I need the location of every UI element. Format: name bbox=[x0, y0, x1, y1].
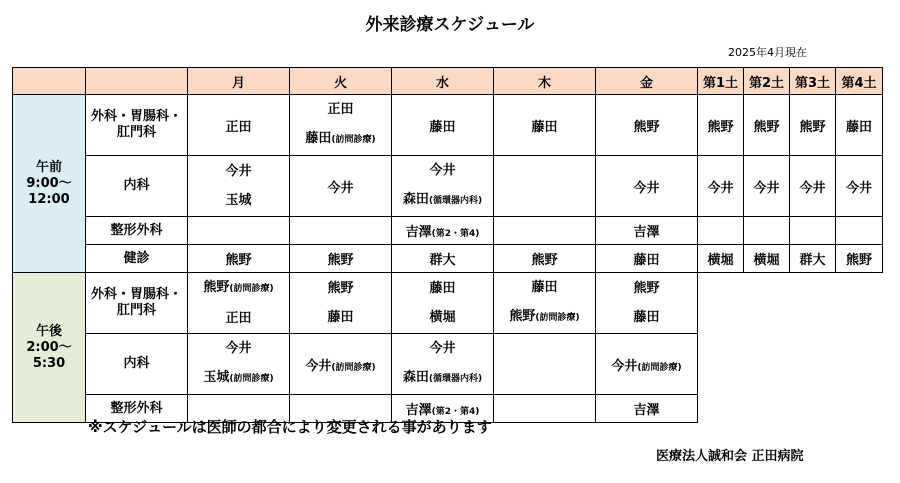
doctor bbox=[188, 273, 289, 304]
doctor-note: (第2・第4) bbox=[431, 229, 480, 239]
doctor: 横堀 bbox=[429, 310, 456, 325]
cell: 今井 bbox=[698, 156, 744, 217]
doctor: 今井 bbox=[225, 164, 252, 179]
am-ortho-row bbox=[13, 217, 883, 245]
cell: 熊野 bbox=[596, 95, 698, 156]
dept-surgery bbox=[86, 95, 188, 156]
doctor: 今井 bbox=[429, 163, 456, 178]
pm-label-3: 5:30 bbox=[32, 355, 66, 371]
cell bbox=[596, 273, 698, 334]
cell: 吉澤 bbox=[596, 395, 698, 423]
doctor-name: 玉城 bbox=[203, 370, 230, 385]
cell: 熊野 bbox=[744, 95, 790, 156]
pm-surgery-row bbox=[13, 273, 883, 334]
cell bbox=[188, 273, 290, 334]
doctor-note: (訪問診療) bbox=[331, 362, 376, 373]
doctor: 熊野 bbox=[633, 281, 660, 296]
am-label-3: 12:00 bbox=[28, 191, 70, 207]
dept-line: 外科・胃腸科・ bbox=[90, 109, 182, 124]
doctor: 正田 bbox=[327, 102, 354, 117]
doctor-name: 吉澤 bbox=[405, 225, 432, 240]
cell: 熊野 bbox=[494, 245, 596, 273]
doctor-note: (訪問診療) bbox=[637, 362, 682, 373]
cell: 今井 bbox=[744, 156, 790, 217]
cell bbox=[790, 217, 836, 245]
doctor: 藤田 bbox=[327, 310, 354, 325]
am-label-2: 9:00～ bbox=[26, 175, 72, 191]
header-sat1: 第1土 bbox=[698, 68, 744, 95]
cell: 横堀 bbox=[744, 245, 790, 273]
am-checkup-row bbox=[13, 245, 883, 273]
cell: 熊野 bbox=[290, 245, 392, 273]
cell bbox=[392, 217, 494, 245]
doctor-name: 熊野 bbox=[509, 309, 536, 324]
header-sat4: 第4土 bbox=[836, 68, 883, 95]
dept-line: 肛門科 bbox=[116, 125, 156, 140]
doctor: 玉城 bbox=[225, 193, 252, 208]
hospital-name: 医療法人誠和会 正田病院 bbox=[656, 449, 804, 464]
doctor: 熊野 bbox=[327, 281, 354, 296]
doctor-name: 森田 bbox=[402, 370, 429, 385]
cell bbox=[188, 156, 290, 217]
doctor-note: (訪問診療) bbox=[331, 135, 376, 145]
cell bbox=[494, 217, 596, 245]
cell: 熊野 bbox=[790, 95, 836, 156]
dept-internal: 内科 bbox=[86, 156, 188, 217]
cell bbox=[188, 217, 290, 245]
header-mon: 月 bbox=[188, 68, 290, 95]
cell: 今井 bbox=[836, 156, 883, 217]
pm-label bbox=[13, 273, 86, 423]
page-title: 外来診療スケジュール bbox=[365, 15, 535, 35]
am-internal-row bbox=[13, 156, 883, 217]
doctor-note: (循環器内科) bbox=[428, 374, 483, 384]
doctor bbox=[392, 185, 493, 216]
dept-line: 外科・胃腸科・ bbox=[90, 287, 182, 302]
cell bbox=[392, 156, 494, 217]
doctor: 今井 bbox=[225, 341, 252, 356]
dept-surgery bbox=[86, 273, 188, 334]
header-thu: 木 bbox=[494, 68, 596, 95]
doctor: 藤田 bbox=[429, 281, 456, 296]
cell: 横堀 bbox=[698, 245, 744, 273]
doctor: 藤田 bbox=[531, 280, 558, 295]
cell bbox=[290, 95, 392, 156]
doctor: 藤田 bbox=[633, 310, 660, 325]
doctor-note: (訪問診療) bbox=[229, 374, 274, 384]
header-sat2: 第2土 bbox=[744, 68, 790, 95]
cell: 吉澤 bbox=[596, 217, 698, 245]
cell bbox=[494, 273, 596, 334]
cell bbox=[494, 334, 596, 395]
cell: 群大 bbox=[790, 245, 836, 273]
schedule-note: ※スケジュールは医師の都合により変更される事があります bbox=[88, 418, 492, 436]
pm-label-2: 2:00～ bbox=[26, 339, 72, 355]
dept-checkup: 健診 bbox=[86, 245, 188, 273]
dept-internal: 内科 bbox=[86, 334, 188, 395]
dept-ortho: 整形外科 bbox=[86, 217, 188, 245]
cell bbox=[836, 217, 883, 245]
header-tue: 火 bbox=[290, 68, 392, 95]
header-fri: 金 bbox=[596, 68, 698, 95]
doctor-note: (第2・第4) bbox=[431, 407, 480, 417]
doctor-name: 今井 bbox=[305, 358, 332, 374]
cell: 熊野 bbox=[698, 95, 744, 156]
cell bbox=[290, 334, 392, 395]
doctor bbox=[494, 302, 595, 333]
header-blank bbox=[86, 68, 188, 95]
cell bbox=[188, 334, 290, 395]
doctor-name: 熊野 bbox=[203, 280, 230, 295]
cell: 今井 bbox=[596, 156, 698, 217]
cell: 熊野 bbox=[836, 245, 883, 273]
cell: 藤田 bbox=[392, 95, 494, 156]
cell: 藤田 bbox=[596, 245, 698, 273]
doctor bbox=[188, 363, 289, 394]
header-sat3: 第3土 bbox=[790, 68, 836, 95]
cell: 藤田 bbox=[836, 95, 883, 156]
am-label-1: 午前 bbox=[35, 159, 62, 175]
as-of-date: 2025年4月現在 bbox=[728, 46, 807, 59]
cell bbox=[290, 273, 392, 334]
header-blank bbox=[13, 68, 86, 95]
schedule-table bbox=[12, 67, 883, 423]
doctor: 今井 bbox=[429, 341, 456, 356]
am-surgery-row bbox=[13, 95, 883, 156]
doctor-name: 今井 bbox=[611, 358, 638, 374]
doctor-name: 藤田 bbox=[305, 131, 332, 146]
cell: 藤田 bbox=[494, 95, 596, 156]
cell: 群大 bbox=[392, 245, 494, 273]
cell bbox=[744, 217, 790, 245]
header-row bbox=[13, 68, 883, 95]
header-wed: 水 bbox=[392, 68, 494, 95]
am-label bbox=[13, 95, 86, 273]
doctor: 正田 bbox=[225, 311, 252, 326]
doctor-note: (訪問診療) bbox=[535, 313, 580, 323]
cell bbox=[392, 273, 494, 334]
dept-ortho: 整形外科 bbox=[86, 395, 188, 423]
cell bbox=[392, 334, 494, 395]
doctor bbox=[392, 363, 493, 394]
cell bbox=[290, 217, 392, 245]
doctor-note: (訪問診療) bbox=[229, 284, 274, 294]
doctor-name: 吉澤 bbox=[405, 403, 432, 418]
sat-pm-empty bbox=[698, 273, 883, 423]
cell: 熊野 bbox=[188, 245, 290, 273]
dept-line: 肛門科 bbox=[116, 303, 156, 318]
cell bbox=[596, 334, 698, 395]
pm-label-1: 午後 bbox=[35, 323, 62, 339]
doctor-name: 森田 bbox=[402, 192, 429, 207]
doctor bbox=[290, 124, 391, 155]
cell: 今井 bbox=[790, 156, 836, 217]
cell bbox=[494, 156, 596, 217]
cell bbox=[494, 395, 596, 423]
cell bbox=[698, 217, 744, 245]
cell: 今井 bbox=[290, 156, 392, 217]
cell: 正田 bbox=[188, 95, 290, 156]
doctor-note: (循環器内科) bbox=[428, 196, 483, 206]
